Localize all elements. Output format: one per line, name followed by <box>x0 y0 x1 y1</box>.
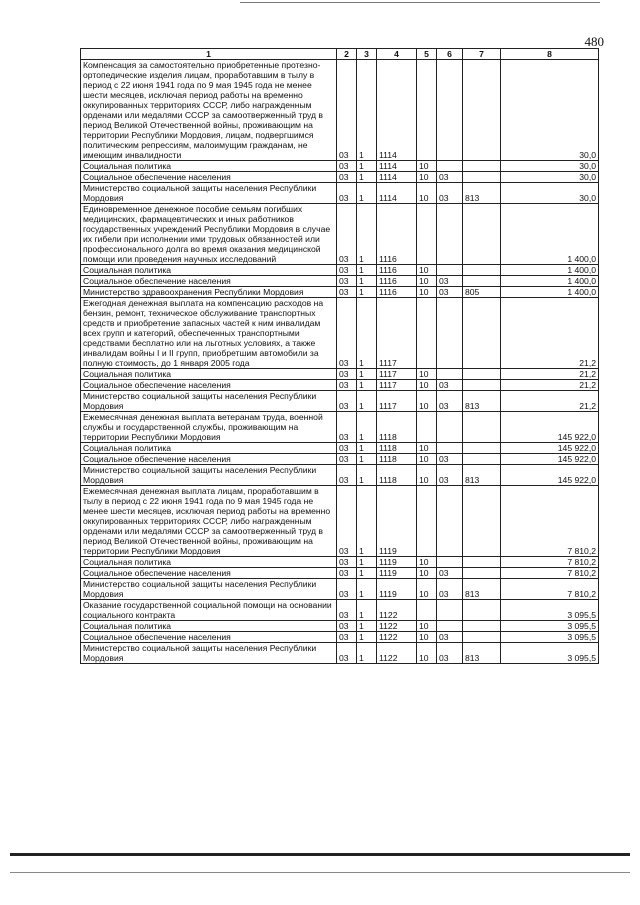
table-row <box>81 380 599 391</box>
row-code-a: 03 <box>337 298 357 369</box>
row-code-b: 1 <box>357 60 377 161</box>
row-amount: 21,2 <box>501 380 599 391</box>
row-department <box>463 632 501 643</box>
row-code-b: 1 <box>357 568 377 579</box>
row-subsection: 03 <box>437 287 463 298</box>
row-code-a: 03 <box>337 412 357 443</box>
row-code-a: 03 <box>337 172 357 183</box>
row-description: Ежемесячная денежная выплата лицам, проработавшим в тылу в период с 22 июня 1941 года по 9 мая 1945 года не менее шести месяцев, исключая период работы на временно оккупированных территориях СССР, либо награжденным орденами или медалями СССР за самоотверженный труд в период Великой Отечественной войны, проживающим на территории Республики Мордовия <box>81 486 337 557</box>
row-code-b: 1 <box>357 486 377 557</box>
row-code-b: 1 <box>357 621 377 632</box>
row-department <box>463 600 501 621</box>
row-code-b: 1 <box>357 276 377 287</box>
row-subsection: 03 <box>437 380 463 391</box>
row-code-a: 03 <box>337 380 357 391</box>
table-row <box>81 600 599 621</box>
table-row <box>81 183 599 204</box>
row-amount: 30,0 <box>501 172 599 183</box>
row-amount: 3 095,5 <box>501 643 599 664</box>
row-code-b: 1 <box>357 443 377 454</box>
row-target-code: 1119 <box>377 557 417 568</box>
row-subsection: 03 <box>437 568 463 579</box>
row-subsection <box>437 369 463 380</box>
row-code-b: 1 <box>357 579 377 600</box>
scan-artifact-top <box>240 2 600 3</box>
row-department <box>463 486 501 557</box>
row-target-code: 1118 <box>377 454 417 465</box>
row-section: 10 <box>417 369 437 380</box>
table-row <box>81 287 599 298</box>
table-row <box>81 276 599 287</box>
row-amount: 3 095,5 <box>501 621 599 632</box>
row-code-b: 1 <box>357 287 377 298</box>
row-code-b: 1 <box>357 632 377 643</box>
row-department <box>463 443 501 454</box>
table-row <box>81 298 599 369</box>
table-header-row <box>81 49 599 60</box>
row-department <box>463 568 501 579</box>
row-code-a: 03 <box>337 632 357 643</box>
row-department <box>463 454 501 465</box>
row-code-b: 1 <box>357 557 377 568</box>
row-code-a: 03 <box>337 265 357 276</box>
row-department <box>463 369 501 380</box>
row-code-b: 1 <box>357 265 377 276</box>
row-description: Министерство социальной защиты населения Республики Мордовия <box>81 579 337 600</box>
row-code-a: 03 <box>337 161 357 172</box>
row-amount: 145 922,0 <box>501 443 599 454</box>
row-section: 10 <box>417 621 437 632</box>
row-code-a: 03 <box>337 465 357 486</box>
row-target-code: 1116 <box>377 265 417 276</box>
row-code-b: 1 <box>357 380 377 391</box>
row-amount: 1 400,0 <box>501 287 599 298</box>
row-amount: 30,0 <box>501 60 599 161</box>
row-amount: 1 400,0 <box>501 276 599 287</box>
table-row <box>81 204 599 265</box>
row-code-a: 03 <box>337 443 357 454</box>
row-code-b: 1 <box>357 161 377 172</box>
row-amount: 30,0 <box>501 183 599 204</box>
row-subsection <box>437 412 463 443</box>
row-description: Социальная политика <box>81 557 337 568</box>
row-subsection <box>437 621 463 632</box>
row-section: 10 <box>417 183 437 204</box>
row-description: Компенсация за самостоятельно приобретенные протезно-ортопедические изделия лицам, проработавшим в тылу в период с 22 июня 1941 года по 9 мая 1945 года не менее шести месяцев, исключая период работы на временно оккупированных территориях СССР, либо награжденным орденами или медалями СССР за самоотверженный труд в период Великой Отечественной войны, проживающим на территории Республики Мордовия, лицам, подвергшимся политическим репрессиям, малоимущим гражданам, не имеющим инвалидности <box>81 60 337 161</box>
row-department: 813 <box>463 391 501 412</box>
table-row <box>81 454 599 465</box>
row-subsection <box>437 298 463 369</box>
row-amount: 3 095,5 <box>501 600 599 621</box>
row-section <box>417 412 437 443</box>
scan-artifact-bottom <box>10 872 630 873</box>
table-row <box>81 557 599 568</box>
column-header-4: 4 <box>377 49 417 60</box>
row-amount: 145 922,0 <box>501 454 599 465</box>
table-row <box>81 412 599 443</box>
row-department <box>463 380 501 391</box>
row-description: Министерство здравоохранения Республики Мордовия <box>81 287 337 298</box>
row-code-a: 03 <box>337 391 357 412</box>
column-header-3: 3 <box>357 49 377 60</box>
row-section: 10 <box>417 161 437 172</box>
row-subsection: 03 <box>437 276 463 287</box>
row-code-a: 03 <box>337 568 357 579</box>
table-row <box>81 632 599 643</box>
row-subsection: 03 <box>437 632 463 643</box>
column-header-6: 6 <box>437 49 463 60</box>
row-description: Социальное обеспечение населения <box>81 380 337 391</box>
table-row <box>81 172 599 183</box>
footer-rule <box>10 853 630 856</box>
row-section <box>417 204 437 265</box>
row-description: Министерство социальной защиты населения Республики Мордовия <box>81 643 337 664</box>
row-section <box>417 298 437 369</box>
row-description: Социальная политика <box>81 161 337 172</box>
row-amount: 7 810,2 <box>501 579 599 600</box>
row-code-b: 1 <box>357 412 377 443</box>
row-subsection <box>437 600 463 621</box>
row-target-code: 1117 <box>377 380 417 391</box>
row-code-a: 03 <box>337 60 357 161</box>
row-target-code: 1117 <box>377 391 417 412</box>
row-code-b: 1 <box>357 454 377 465</box>
row-description: Социальная политика <box>81 369 337 380</box>
row-section <box>417 60 437 161</box>
row-code-b: 1 <box>357 643 377 664</box>
row-target-code: 1117 <box>377 298 417 369</box>
page-number: 480 <box>584 34 604 49</box>
table-row <box>81 568 599 579</box>
row-section: 10 <box>417 557 437 568</box>
row-target-code: 1114 <box>377 183 417 204</box>
row-code-b: 1 <box>357 298 377 369</box>
row-description: Министерство социальной защиты населения Республики Мордовия <box>81 183 337 204</box>
row-amount: 21,2 <box>501 298 599 369</box>
row-code-a: 03 <box>337 204 357 265</box>
row-target-code: 1122 <box>377 632 417 643</box>
row-department: 813 <box>463 183 501 204</box>
column-header-7: 7 <box>463 49 501 60</box>
row-section: 10 <box>417 391 437 412</box>
row-department <box>463 412 501 443</box>
row-description: Ежегодная денежная выплата на компенсацию расходов на бензин, ремонт, техническое обслуживание транспортных средств и приобретение запасных частей к ним инвалидам всех групп и категорий, обеспеченных транспортными средствами бесплатно или на льготных условиях, а также инвалидам войны I и II групп, приобретшим автомобили за полную стоимость, до 1 января 2005 года <box>81 298 337 369</box>
row-department: 805 <box>463 287 501 298</box>
row-subsection <box>437 443 463 454</box>
column-header-2: 2 <box>337 49 357 60</box>
row-description: Единовременное денежное пособие семьям погибших медицинских, фармацевтических и иных работников государственных учреждений Республики Мордовия в случае их гибели при исполнении ими трудовых обязанностей или профессионального долга во время оказания медицинской помощи или проведения научных исследований <box>81 204 337 265</box>
row-target-code: 1116 <box>377 276 417 287</box>
row-subsection: 03 <box>437 643 463 664</box>
row-department: 813 <box>463 465 501 486</box>
row-target-code: 1114 <box>377 161 417 172</box>
row-code-b: 1 <box>357 172 377 183</box>
row-description: Социальная политика <box>81 443 337 454</box>
row-target-code: 1122 <box>377 600 417 621</box>
row-target-code: 1114 <box>377 60 417 161</box>
row-description: Социальное обеспечение населения <box>81 568 337 579</box>
row-code-a: 03 <box>337 600 357 621</box>
row-subsection: 03 <box>437 391 463 412</box>
row-department: 813 <box>463 579 501 600</box>
row-amount: 21,2 <box>501 369 599 380</box>
row-code-a: 03 <box>337 643 357 664</box>
row-code-a: 03 <box>337 369 357 380</box>
row-target-code: 1118 <box>377 443 417 454</box>
row-target-code: 1122 <box>377 643 417 664</box>
row-target-code: 1119 <box>377 579 417 600</box>
row-subsection <box>437 486 463 557</box>
row-target-code: 1119 <box>377 486 417 557</box>
row-section: 10 <box>417 265 437 276</box>
row-amount: 145 922,0 <box>501 412 599 443</box>
row-subsection: 03 <box>437 183 463 204</box>
row-section: 10 <box>417 443 437 454</box>
row-section: 10 <box>417 643 437 664</box>
row-code-b: 1 <box>357 183 377 204</box>
row-description: Социальное обеспечение населения <box>81 632 337 643</box>
row-department <box>463 621 501 632</box>
row-section: 10 <box>417 454 437 465</box>
row-code-a: 03 <box>337 557 357 568</box>
row-description: Министерство социальной защиты населения Республики Мордовия <box>81 465 337 486</box>
row-subsection <box>437 161 463 172</box>
row-section <box>417 486 437 557</box>
row-department <box>463 557 501 568</box>
row-amount: 7 810,2 <box>501 486 599 557</box>
row-target-code: 1119 <box>377 568 417 579</box>
row-description: Ежемесячная денежная выплата ветеранам труда, военной службы и государственной службы, проживающим на территории Республики Мордовия <box>81 412 337 443</box>
row-section: 10 <box>417 380 437 391</box>
row-subsection: 03 <box>437 465 463 486</box>
row-department <box>463 276 501 287</box>
row-code-b: 1 <box>357 391 377 412</box>
row-section <box>417 600 437 621</box>
row-description: Социальная политика <box>81 621 337 632</box>
row-code-a: 03 <box>337 621 357 632</box>
table-row <box>81 579 599 600</box>
row-code-a: 03 <box>337 276 357 287</box>
row-section: 10 <box>417 568 437 579</box>
budget-table <box>80 48 599 664</box>
table-row <box>81 621 599 632</box>
row-department <box>463 298 501 369</box>
row-amount: 3 095,5 <box>501 632 599 643</box>
row-section: 10 <box>417 276 437 287</box>
row-subsection <box>437 60 463 161</box>
row-target-code: 1114 <box>377 172 417 183</box>
row-subsection <box>437 265 463 276</box>
row-code-a: 03 <box>337 579 357 600</box>
table-row <box>81 643 599 664</box>
row-subsection: 03 <box>437 454 463 465</box>
row-department <box>463 172 501 183</box>
row-description: Министерство социальной защиты населения Республики Мордовия <box>81 391 337 412</box>
column-header-5: 5 <box>417 49 437 60</box>
table-row <box>81 486 599 557</box>
row-department <box>463 265 501 276</box>
row-subsection <box>437 557 463 568</box>
row-amount: 1 400,0 <box>501 265 599 276</box>
table-row <box>81 265 599 276</box>
table-row <box>81 443 599 454</box>
table-row <box>81 369 599 380</box>
row-code-b: 1 <box>357 369 377 380</box>
row-code-b: 1 <box>357 204 377 265</box>
row-section: 10 <box>417 172 437 183</box>
row-amount: 1 400,0 <box>501 204 599 265</box>
row-amount: 7 810,2 <box>501 557 599 568</box>
table-body <box>81 60 599 664</box>
table-row <box>81 465 599 486</box>
row-target-code: 1122 <box>377 621 417 632</box>
row-code-b: 1 <box>357 600 377 621</box>
row-description: Социальное обеспечение населения <box>81 276 337 287</box>
row-target-code: 1117 <box>377 369 417 380</box>
row-section: 10 <box>417 579 437 600</box>
row-description: Оказание государственной социальной помощи на основании социального контракта <box>81 600 337 621</box>
row-subsection: 03 <box>437 172 463 183</box>
row-section: 10 <box>417 632 437 643</box>
row-department: 813 <box>463 643 501 664</box>
row-subsection: 03 <box>437 579 463 600</box>
row-section: 10 <box>417 287 437 298</box>
row-department <box>463 161 501 172</box>
row-code-a: 03 <box>337 287 357 298</box>
row-target-code: 1116 <box>377 204 417 265</box>
row-target-code: 1118 <box>377 412 417 443</box>
table-row <box>81 391 599 412</box>
table-row <box>81 60 599 161</box>
row-description: Социальное обеспечение населения <box>81 454 337 465</box>
row-department <box>463 204 501 265</box>
row-department <box>463 60 501 161</box>
row-target-code: 1118 <box>377 465 417 486</box>
row-amount: 7 810,2 <box>501 568 599 579</box>
row-amount: 145 922,0 <box>501 465 599 486</box>
row-description: Социальная политика <box>81 265 337 276</box>
column-header-8: 8 <box>501 49 599 60</box>
column-header-1: 1 <box>81 49 337 60</box>
row-target-code: 1116 <box>377 287 417 298</box>
row-amount: 30,0 <box>501 161 599 172</box>
row-code-a: 03 <box>337 183 357 204</box>
row-subsection <box>437 204 463 265</box>
row-section: 10 <box>417 465 437 486</box>
row-code-a: 03 <box>337 454 357 465</box>
table-row <box>81 161 599 172</box>
row-code-b: 1 <box>357 465 377 486</box>
row-description: Социальное обеспечение населения <box>81 172 337 183</box>
row-amount: 21,2 <box>501 391 599 412</box>
row-code-a: 03 <box>337 486 357 557</box>
